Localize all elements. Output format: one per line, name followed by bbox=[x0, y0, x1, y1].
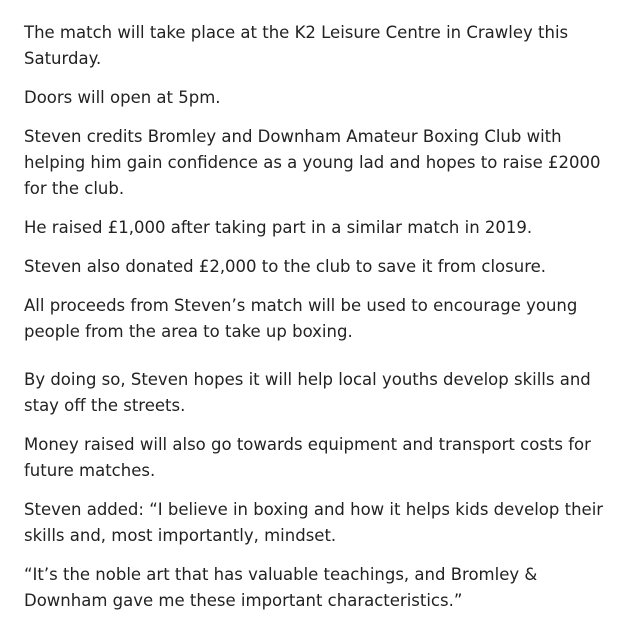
paragraph-donation: Steven also donated £2,000 to the club to save it from closure. bbox=[24, 257, 547, 276]
paragraph-quote-1: Steven added: “I believe in boxing and how it helps kids develop their skills and, most importantly, mindset. bbox=[24, 500, 604, 545]
paragraph-club-credit: Steven credits Bromley and Downham Amateur Boxing Club with helping him gain confidence as a young lad and hopes to raise £2000 for the club. bbox=[24, 127, 601, 198]
paragraph-equipment: Money raised will also go towards equipment and transport costs for future matches. bbox=[24, 435, 591, 480]
paragraph-proceeds: All proceeds from Steven’s match will be used to encourage young people from the area to take up boxing. bbox=[24, 296, 578, 341]
article-body bbox=[24, 20, 624, 627]
paragraph-quote-2: “It’s the noble art that has valuable teachings, and Bromley & Downham gave me these important characteristics.” bbox=[24, 565, 538, 610]
paragraph-youths: By doing so, Steven hopes it will help local youths develop skills and stay off the streets. bbox=[24, 370, 591, 415]
paragraph-doors: Doors will open at 5pm. bbox=[24, 88, 221, 107]
paragraph-venue: The match will take place at the K2 Leisure Centre in Crawley this Saturday. bbox=[24, 23, 569, 68]
paragraph-previous-raise: He raised £1,000 after taking part in a similar match in 2019. bbox=[24, 218, 533, 237]
